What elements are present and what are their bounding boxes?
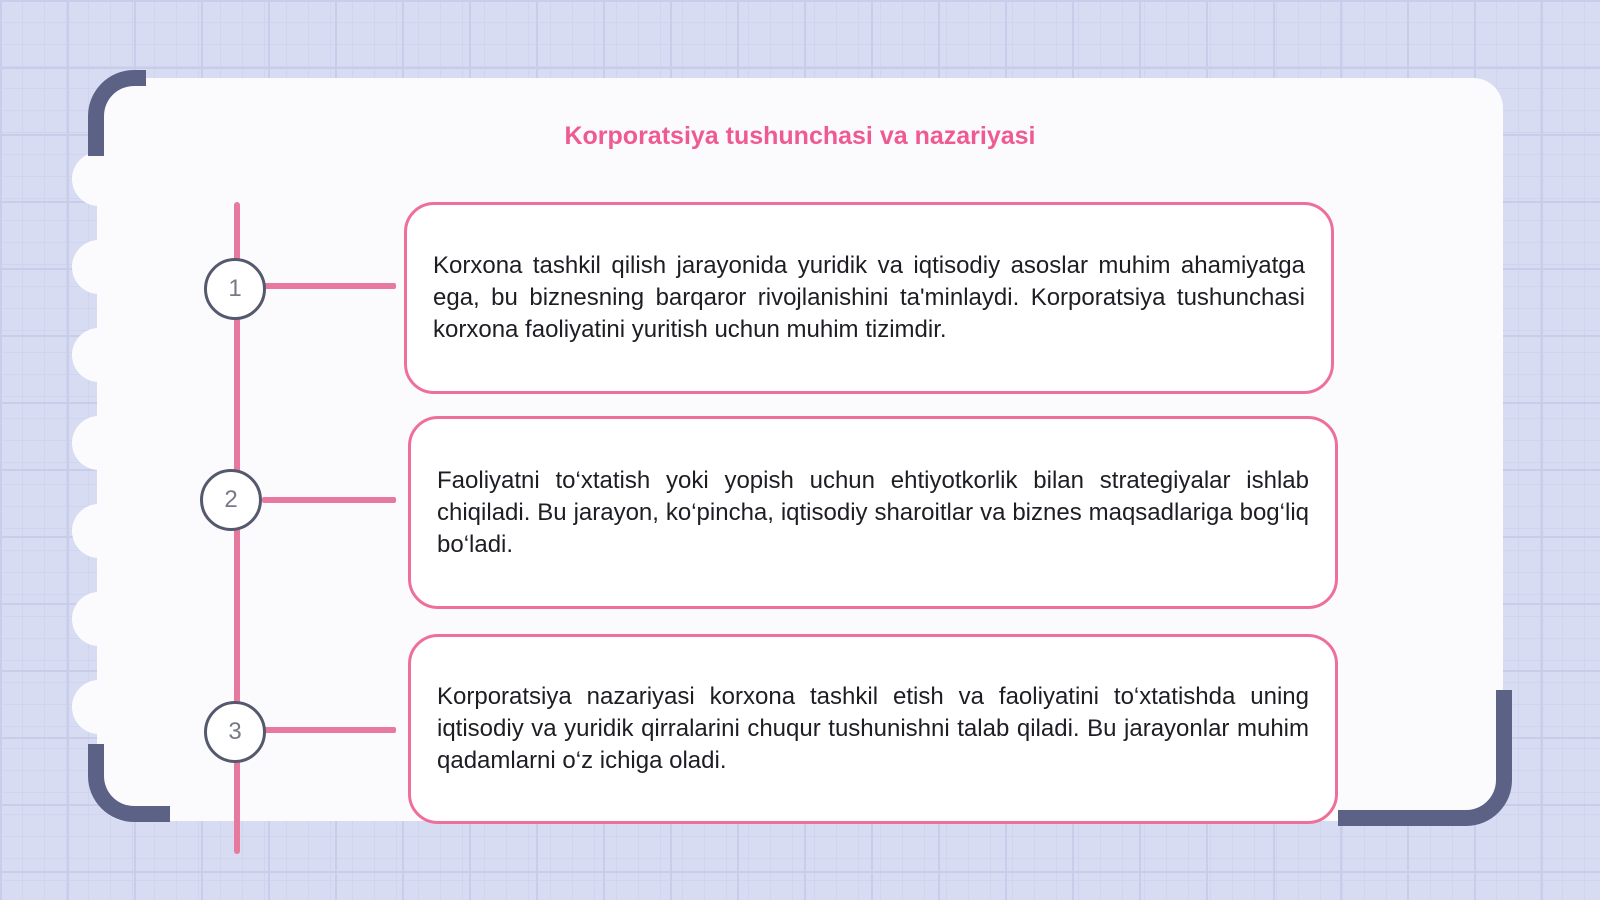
paper-edge-notch xyxy=(72,680,126,734)
step-text-box xyxy=(404,202,1334,394)
corner-bracket-bottom-left xyxy=(88,744,170,822)
step-text-box xyxy=(408,634,1338,824)
step-text: Faoliyatni to‘xtatish yoki yopish uchun ehtiyotkorlik bilan strategiyalar ishlab chiqiladi. Bu jarayon, ko‘pincha, iqtisodiy sharoitlar va biznes maqsadlariga bog‘liq bo‘ladi. xyxy=(437,466,1309,558)
paper-edge-notch xyxy=(72,416,126,470)
step-number-badge: 1 xyxy=(204,258,266,320)
corner-bracket-top-left xyxy=(88,70,146,156)
step-text-box xyxy=(408,416,1338,609)
slide-title: Korporatsiya tushunchasi va nazariyasi xyxy=(564,122,1036,150)
step-text: Korxona tashkil qilish jarayonida yuridik va iqtisodiy asoslar muhim ahamiyatga ega, bu biznesning barqaror rivojlanishini ta'minlaydi. Korporatsiya tushunchasi korxona faoliyatini yuritish uchun muhim tizimdir. xyxy=(433,252,1305,343)
paper-edge-notch xyxy=(72,328,126,382)
step-number-badge: 3 xyxy=(204,701,266,763)
step-number-badge: 2 xyxy=(200,469,262,531)
step-connector xyxy=(262,283,396,289)
paper-edge-notch xyxy=(72,152,126,206)
paper-edge-notch xyxy=(72,240,126,294)
corner-bracket-bottom-right xyxy=(1338,690,1512,826)
paper-edge-notch xyxy=(72,504,126,558)
step-text: Korporatsiya nazariyasi korxona tashkil etish va faoliyatini to‘xtatishda uning iqtisodiy va yuridik qirralarini chuqur tushunishni talab qiladi. Bu jarayonlar muhim qadamlarni o‘z ichiga oladi. xyxy=(437,683,1309,774)
step-connector xyxy=(262,497,396,503)
step-connector xyxy=(262,727,396,733)
paper-edge-notch xyxy=(72,592,126,646)
